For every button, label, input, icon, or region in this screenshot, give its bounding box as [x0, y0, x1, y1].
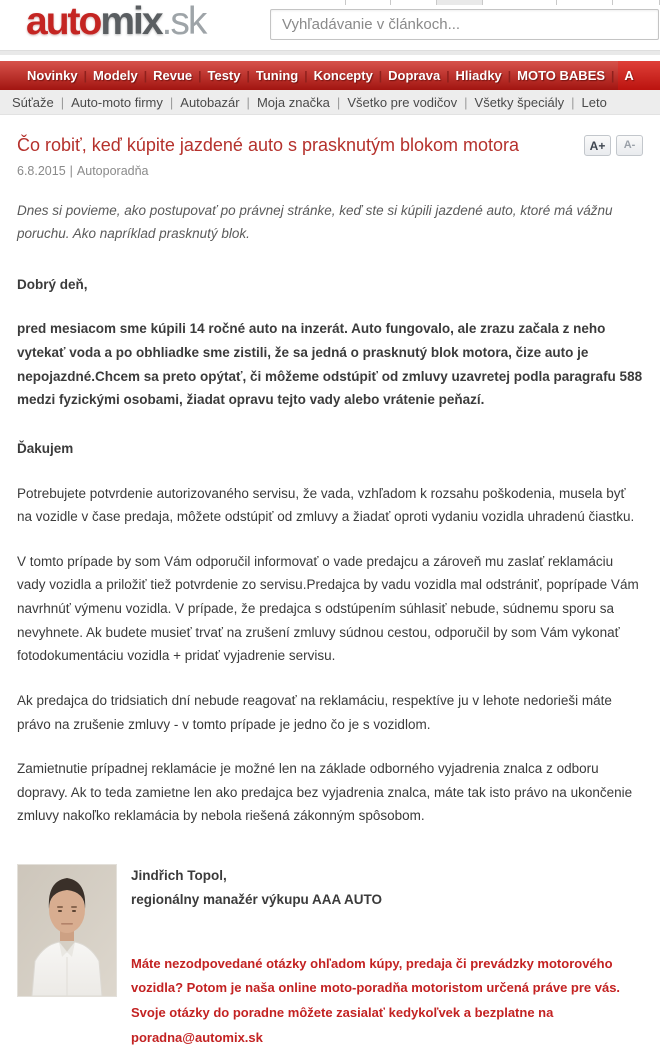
- nav-item-novinky[interactable]: Novinky: [27, 68, 78, 83]
- title-row: [17, 134, 643, 157]
- subnav-item-leto[interactable]: Leto: [581, 94, 607, 110]
- secondary-navigation: [0, 90, 660, 115]
- page-title: Čo robiť, keď kúpite jazdené auto s prasknutým blokom motora: [17, 135, 520, 155]
- author-block: [17, 864, 643, 1050]
- logo-part-sk: .sk: [161, 0, 206, 43]
- article-intro: Dnes si povieme, ako postupovať po právnej stránke, keď ste si kúpili jazdené auto, ktoré má vážnu poruchu. Ako napríklad prasknutý blok.: [17, 202, 613, 242]
- nav-item-testy[interactable]: Testy: [207, 68, 241, 83]
- main-navigation: [0, 61, 660, 90]
- answer-paragraph-3: Ak predajca do tridsiatich dní nebude reagovať na reklamáciu, respektíve ju v lehote nedorieši máte právo na zrušenie zmluvy - v tomto prípade je jedno čo je s vozidlom.: [17, 692, 612, 732]
- logo-part-auto: auto: [26, 0, 101, 43]
- nav-separator: |: [611, 68, 615, 83]
- site-logo[interactable]: [26, 2, 205, 41]
- nav-item-moto-babes[interactable]: MOTO BABES: [517, 68, 606, 83]
- font-decrease-button[interactable]: A-: [616, 135, 643, 156]
- subnav-separator: |: [246, 94, 250, 110]
- subnav-item-sutaze[interactable]: Súťaže: [12, 94, 54, 110]
- promo-text: [131, 952, 643, 1050]
- article-content: [0, 115, 660, 1050]
- nav-item-hliadky[interactable]: Hliadky: [455, 68, 502, 83]
- subnav-separator: |: [169, 94, 174, 110]
- nav-separator: |: [83, 68, 87, 83]
- article-category[interactable]: Autoporadňa: [76, 163, 149, 178]
- nav-separator: |: [507, 68, 512, 83]
- nav-item-koncepty[interactable]: Koncepty: [313, 68, 373, 83]
- search-input[interactable]: [270, 9, 659, 40]
- subnav-separator: |: [571, 94, 575, 110]
- reader-greeting: Dobrý deň,: [17, 276, 88, 292]
- nav-item-revue[interactable]: Revue: [153, 68, 193, 83]
- subnav-item-moja-znacka[interactable]: Moja značka: [256, 94, 330, 110]
- font-size-controls: [579, 135, 643, 156]
- subnav-separator: |: [60, 94, 65, 110]
- article-meta: [17, 164, 643, 178]
- nav-item-doprava[interactable]: Doprava: [388, 68, 441, 83]
- reader-question: pred mesiacom sme kúpili 14 ročné auto na inzerát. Auto fungovalo, ale zrazu začala z neho vytekať voda a po obhliadke sme zistili, že sa jedná o prasknutý blok motora, čize auto je nepojazdné.Chcem sa preto opýtať, či môžeme odstúpiť od zmluvy uzavretej podla paragrafu 588 medzi fyzickými osobami, žiadat opravu tejto vady alebo vrátenie peňazí.: [17, 321, 643, 408]
- subnav-item-vsetky-specialy[interactable]: Všetky špeciály: [474, 94, 565, 110]
- reader-thanks: Ďakujem: [17, 440, 74, 456]
- site-header: [0, 0, 660, 50]
- meta-separator: |: [69, 163, 73, 178]
- author-photo: [17, 864, 117, 997]
- subnav-separator: |: [336, 94, 341, 110]
- answer-paragraph-4: Zamietnutie prípadnej reklamácie je možné len na základe odborného vyjadrenia znalca z odboru dopravy. Ak to teda zamietne len ako predajca bez vyjadrenia znalca, máte tak isto právo na ukončenie zmluvy nakoľko reklamácia by nebola riešená zákonným spôsobom.: [17, 761, 633, 824]
- nav-separator: |: [198, 68, 202, 83]
- nav-separator: |: [143, 68, 148, 83]
- promo-message: Máte nezodpovedané otázky ohľadom kúpy, predaja či prevádzky motorového vozidla? Potom je naša online moto-poradňa motoristom určená práve pre vás. Svoje otázky do poradne môžete zasialať kedykoľvek a bezplatne na: [131, 955, 621, 1020]
- subnav-separator: |: [464, 94, 468, 110]
- answer-paragraph-2: V tomto prípade by som Vám odporučil informovať o vade predajcu a zároveň mu zaslať reklamáciu vady vozidla a priložiť tiež potvrdenie zo servisu.Predajca by vadu vozidla mal odstrániť, poprípade Vám navrhnúť výmenu vozidla. V prípade, že predajca s odstúpením súhlasiť nebude, súdnemu sporu sa nevyhnete. Ak budete musieť trvať na zrušení zmluvy súdnou cestou, odporučil by som Vám vykonať fotodokumentáciu vozidla + pridať vyjadrenie servisu.: [17, 553, 639, 664]
- logo-part-mix: mix: [100, 0, 162, 43]
- author-role: regionálny manažér výkupu AAA AUTO: [131, 892, 383, 908]
- author-column: [131, 864, 643, 1050]
- subnav-item-vsetko-pre-vodicov[interactable]: Všetko pre vodičov: [347, 94, 458, 110]
- nav-item-autoporadna-partial[interactable]: A: [618, 61, 660, 90]
- nav-item-modely[interactable]: Modely: [92, 68, 138, 83]
- article-date: 6.8.2015: [17, 163, 66, 178]
- answer-paragraph-1: Potrebujete potvrdenie autorizovaného servisu, že vada, vzhľadom k rozsahu poškodenia, musela byť na vozidle v čase predaja, môžete odstúpiť od zmluvy a žiadať oproti vydaniu vozidla uhradenú čiastku.: [17, 485, 635, 525]
- nav-separator: |: [378, 68, 383, 83]
- nav-item-tuning[interactable]: Tuning: [255, 68, 299, 83]
- promo-email-link[interactable]: poradna@automix.sk: [131, 1029, 263, 1045]
- subnav-item-autobazar[interactable]: Autobazár: [180, 94, 240, 110]
- nav-separator: |: [304, 68, 308, 83]
- font-increase-button[interactable]: A+: [584, 135, 611, 156]
- author-name: Jindřich Topol,: [131, 868, 227, 883]
- nav-separator: |: [446, 68, 450, 83]
- nav-separator: |: [246, 68, 250, 83]
- subnav-item-auto-moto-firmy[interactable]: Auto-moto firmy: [71, 94, 163, 110]
